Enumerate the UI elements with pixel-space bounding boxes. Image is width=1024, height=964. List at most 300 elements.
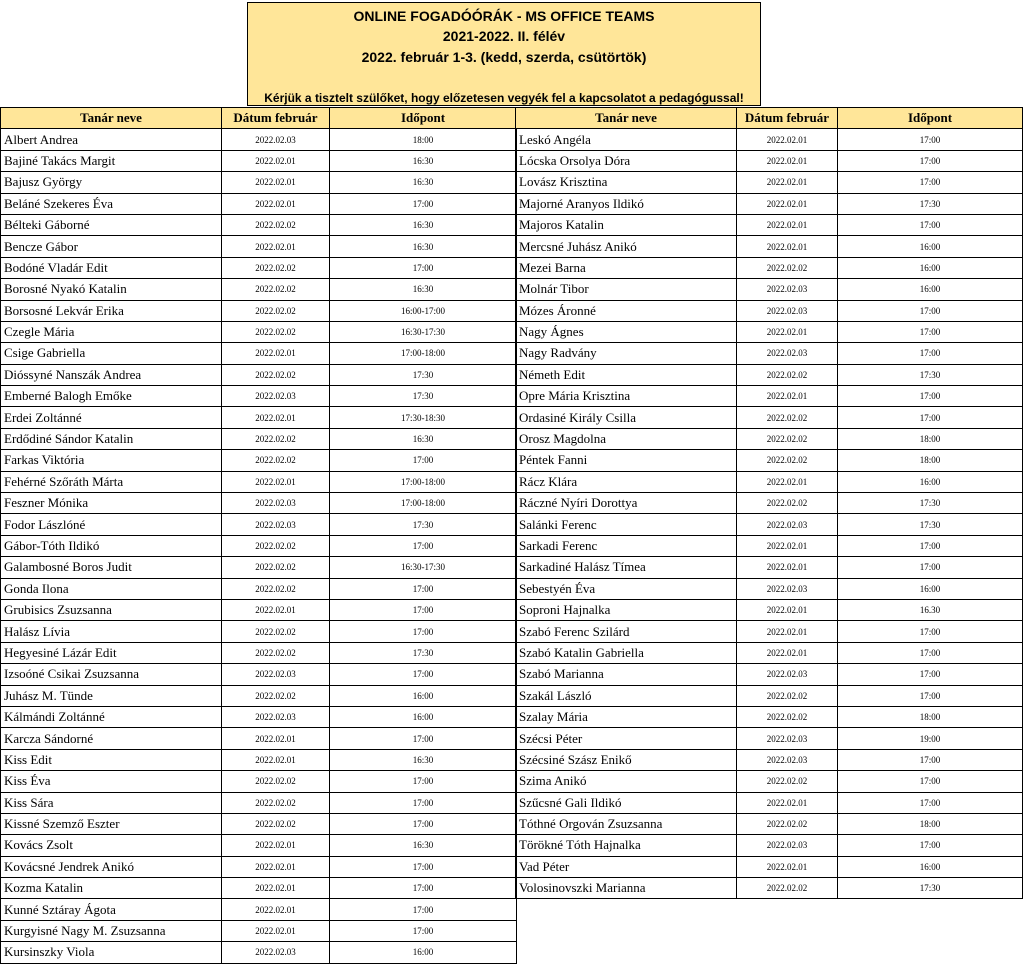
time-cell: 16:00	[838, 856, 1023, 877]
date-cell: 2022.02.02	[737, 771, 838, 792]
time-cell: 17:30	[330, 514, 517, 535]
date-cell: 2022.02.02	[222, 685, 330, 706]
time-cell: 17:00	[330, 450, 517, 471]
date-cell: 2022.02.02	[222, 642, 330, 663]
column-header-date: Dátum február	[222, 108, 330, 129]
table-row	[1, 535, 517, 556]
date-cell: 2022.02.01	[222, 728, 330, 749]
date-cell: 2022.02.02	[737, 878, 838, 899]
date-cell: 2022.02.02	[222, 578, 330, 599]
table-row	[1, 279, 517, 300]
table-row	[1, 664, 517, 685]
date-cell: 2022.02.02	[222, 557, 330, 578]
date-cell: 2022.02.02	[222, 257, 330, 278]
teacher-name-cell: Galambosné Boros Judit	[1, 557, 222, 578]
time-cell: 17:00	[330, 193, 517, 214]
time-cell: 17:00	[330, 578, 517, 599]
time-cell: 17:00	[838, 835, 1023, 856]
time-cell: 17:00	[330, 621, 517, 642]
table-row	[1, 257, 517, 278]
date-cell: 2022.02.03	[222, 386, 330, 407]
time-cell: 17:00	[838, 129, 1023, 150]
header-box	[247, 2, 761, 106]
table-row	[516, 557, 1023, 578]
teacher-name-cell: Fehérné Szőráth Márta	[1, 471, 222, 492]
time-cell: 16:00	[330, 685, 517, 706]
time-cell: 18:00	[838, 428, 1023, 449]
date-cell: 2022.02.01	[222, 749, 330, 770]
date-cell: 2022.02.02	[222, 214, 330, 235]
time-cell: 17:00	[330, 599, 517, 620]
time-cell: 17:00	[838, 321, 1023, 342]
teacher-name-cell: Szabó Katalin Gabriella	[516, 642, 737, 663]
time-cell: 17:00	[838, 664, 1023, 685]
table-row	[516, 856, 1023, 877]
table-row	[516, 771, 1023, 792]
teacher-name-cell: Farkas Viktória	[1, 450, 222, 471]
time-cell: 17:00	[838, 642, 1023, 663]
date-cell: 2022.02.03	[737, 279, 838, 300]
table-header-row	[1, 108, 517, 129]
time-cell: 19:00	[838, 728, 1023, 749]
teacher-name-cell: Opre Mária Krisztina	[516, 386, 737, 407]
table-row	[516, 578, 1023, 599]
time-cell: 17:30	[838, 493, 1023, 514]
table-row	[516, 535, 1023, 556]
time-cell: 16:30	[330, 214, 517, 235]
table-row	[516, 621, 1023, 642]
date-cell: 2022.02.01	[737, 471, 838, 492]
date-cell: 2022.02.01	[737, 792, 838, 813]
table-row	[516, 407, 1023, 428]
table-row	[1, 300, 517, 321]
time-cell: 17:00-18:00	[330, 493, 517, 514]
teacher-name-cell: Kursinszky Viola	[1, 942, 222, 963]
date-cell: 2022.02.01	[737, 214, 838, 235]
date-cell: 2022.02.02	[737, 450, 838, 471]
table-row	[1, 771, 517, 792]
time-cell: 17:00	[330, 813, 517, 834]
teacher-name-cell: Halász Lívia	[1, 621, 222, 642]
table-row	[516, 514, 1023, 535]
table-row	[516, 129, 1023, 150]
teacher-name-cell: Juhász M. Tünde	[1, 685, 222, 706]
time-cell: 17:00	[838, 172, 1023, 193]
time-cell: 17:00	[838, 771, 1023, 792]
time-cell: 16:00	[838, 279, 1023, 300]
table-row	[1, 899, 517, 920]
table-row	[1, 172, 517, 193]
time-cell: 17:00	[330, 899, 517, 920]
time-cell: 17:00	[330, 728, 517, 749]
date-cell: 2022.02.01	[737, 535, 838, 556]
table-row	[1, 792, 517, 813]
teacher-name-cell: Szakál László	[516, 685, 737, 706]
table-row	[1, 856, 517, 877]
table-row	[516, 685, 1023, 706]
teacher-name-cell: Borosné Nyakó Katalin	[1, 279, 222, 300]
date-cell: 2022.02.03	[222, 942, 330, 963]
teacher-name-cell: Kurgyisné Nagy M. Zsuzsanna	[1, 920, 222, 941]
teacher-name-cell: Hegyesiné Lázár Edit	[1, 642, 222, 663]
time-cell: 17:00	[838, 557, 1023, 578]
teacher-name-cell: Sarkadiné Halász Tímea	[516, 557, 737, 578]
date-cell: 2022.02.03	[222, 514, 330, 535]
time-cell: 16:00	[330, 942, 517, 963]
date-cell: 2022.02.01	[737, 236, 838, 257]
teacher-name-cell: Bajiné Takács Margit	[1, 150, 222, 171]
date-cell: 2022.02.03	[737, 664, 838, 685]
teacher-name-cell: Bodóné Vladár Edit	[1, 257, 222, 278]
date-cell: 2022.02.02	[222, 450, 330, 471]
table-row	[516, 300, 1023, 321]
column-header-time: Időpont	[330, 108, 517, 129]
table-row	[516, 599, 1023, 620]
time-cell: 17:30	[330, 386, 517, 407]
table-row	[516, 257, 1023, 278]
time-cell: 17:30	[838, 514, 1023, 535]
table-row	[1, 749, 517, 770]
teacher-name-cell: Törökné Tóth Hajnalka	[516, 835, 737, 856]
table-row	[1, 386, 517, 407]
teacher-name-cell: Kissné Szemző Eszter	[1, 813, 222, 834]
table-row	[1, 321, 517, 342]
table-row	[1, 942, 517, 963]
table-row	[516, 835, 1023, 856]
column-header-date: Dátum február	[737, 108, 838, 129]
time-cell: 16:00	[838, 257, 1023, 278]
teacher-name-cell: Nagy Ágnes	[516, 321, 737, 342]
date-cell: 2022.02.01	[222, 856, 330, 877]
table-row	[1, 706, 517, 727]
time-cell: 17:00	[330, 664, 517, 685]
date-cell: 2022.02.01	[222, 899, 330, 920]
time-cell: 16:30	[330, 428, 517, 449]
date-cell: 2022.02.02	[222, 300, 330, 321]
date-cell: 2022.02.01	[222, 172, 330, 193]
table-row	[1, 599, 517, 620]
time-cell: 18:00	[838, 450, 1023, 471]
date-cell: 2022.02.02	[222, 535, 330, 556]
table-row	[1, 728, 517, 749]
teacher-name-cell: Szima Anikó	[516, 771, 737, 792]
time-cell: 16:00-17:00	[330, 300, 517, 321]
table-row	[1, 471, 517, 492]
teacher-name-cell: Gábor-Tóth Ildikó	[1, 535, 222, 556]
date-cell: 2022.02.01	[737, 599, 838, 620]
table-row	[516, 343, 1023, 364]
time-cell: 17:00	[330, 878, 517, 899]
table-row	[516, 172, 1023, 193]
table-row	[516, 214, 1023, 235]
table-row	[516, 193, 1023, 214]
time-cell: 17:00	[330, 920, 517, 941]
teacher-name-cell: Karcza Sándorné	[1, 728, 222, 749]
table-row	[1, 642, 517, 663]
teacher-name-cell: Czegle Mária	[1, 321, 222, 342]
time-cell: 17:30	[330, 364, 517, 385]
time-cell: 17:00	[330, 792, 517, 813]
teacher-name-cell: Beláné Szekeres Éva	[1, 193, 222, 214]
teacher-name-cell: Bencze Gábor	[1, 236, 222, 257]
table-row	[1, 407, 517, 428]
table-row	[516, 878, 1023, 899]
teacher-name-cell: Bélteki Gáborné	[1, 214, 222, 235]
date-cell: 2022.02.03	[737, 514, 838, 535]
table-row	[1, 236, 517, 257]
teacher-name-cell: Kovácsné Jendrek Anikó	[1, 856, 222, 877]
table-row	[1, 621, 517, 642]
time-cell: 17:00	[838, 685, 1023, 706]
date-cell: 2022.02.03	[737, 835, 838, 856]
time-cell: 16:30	[330, 150, 517, 171]
table-row	[1, 835, 517, 856]
teacher-name-cell: Albert Andrea	[1, 129, 222, 150]
semester-label: 2021-2022. II. félév	[442, 28, 566, 44]
table-row	[1, 514, 517, 535]
time-cell: 17:00	[838, 749, 1023, 770]
teacher-name-cell: Gonda Ilona	[1, 578, 222, 599]
teacher-name-cell: Szécsiné Szász Enikő	[516, 749, 737, 770]
date-cell: 2022.02.02	[737, 407, 838, 428]
teacher-name-cell: Kiss Edit	[1, 749, 222, 770]
date-cell: 2022.02.01	[222, 471, 330, 492]
date-cell: 2022.02.02	[737, 428, 838, 449]
time-cell: 16:30-17:30	[330, 321, 517, 342]
table-row	[516, 364, 1023, 385]
teacher-name-cell: Kozma Katalin	[1, 878, 222, 899]
table-row	[1, 557, 517, 578]
table-row	[1, 878, 517, 899]
teacher-name-cell: Mercsné Juhász Anikó	[516, 236, 737, 257]
date-cell: 2022.02.02	[737, 257, 838, 278]
date-cell: 2022.02.03	[222, 129, 330, 150]
table-row	[516, 664, 1023, 685]
teacher-name-cell: Nagy Radvány	[516, 343, 737, 364]
teacher-name-cell: Feszner Mónika	[1, 493, 222, 514]
column-header-name: Tanár neve	[516, 108, 737, 129]
date-cell: 2022.02.02	[222, 771, 330, 792]
time-cell: 17:30	[838, 878, 1023, 899]
date-cell: 2022.02.01	[222, 835, 330, 856]
teacher-name-cell: Ordasiné Király Csilla	[516, 407, 737, 428]
date-cell: 2022.02.02	[737, 813, 838, 834]
date-cell: 2022.02.01	[737, 642, 838, 663]
table-row	[516, 792, 1023, 813]
table-row	[1, 214, 517, 235]
teacher-name-cell: Emberné Balogh Emőke	[1, 386, 222, 407]
time-cell: 16:30	[330, 835, 517, 856]
date-cell: 2022.02.02	[222, 321, 330, 342]
table-row	[516, 642, 1023, 663]
teacher-name-cell: Mózes Áronné	[516, 300, 737, 321]
teacher-name-cell: Ráczné Nyíri Dorottya	[516, 493, 737, 514]
date-cell: 2022.02.01	[737, 557, 838, 578]
table-row	[516, 321, 1023, 342]
time-cell: 16:30	[330, 172, 517, 193]
time-cell: 17:00	[838, 214, 1023, 235]
teacher-name-cell: Sebestyén Éva	[516, 578, 737, 599]
time-cell: 17:00	[838, 343, 1023, 364]
date-cell: 2022.02.02	[222, 428, 330, 449]
teacher-name-cell: Kunné Sztáray Ágota	[1, 899, 222, 920]
date-cell: 2022.02.01	[737, 193, 838, 214]
date-cell: 2022.02.02	[737, 685, 838, 706]
teacher-name-cell: Fodor Lászlóné	[1, 514, 222, 535]
teacher-name-cell: Csige Gabriella	[1, 343, 222, 364]
teacher-name-cell: Németh Edit	[516, 364, 737, 385]
table-row	[1, 578, 517, 599]
teacher-name-cell: Tóthné Orgován Zsuzsanna	[516, 813, 737, 834]
date-cell: 2022.02.01	[222, 599, 330, 620]
table-row	[1, 428, 517, 449]
table-row	[516, 150, 1023, 171]
table-row	[516, 450, 1023, 471]
time-cell: 17:00	[838, 792, 1023, 813]
teacher-name-cell: Lovász Krisztina	[516, 172, 737, 193]
table-row	[1, 364, 517, 385]
teacher-name-cell: Mezei Barna	[516, 257, 737, 278]
teacher-name-cell: Vad Péter	[516, 856, 737, 877]
table-row	[1, 150, 517, 171]
teacher-name-cell: Izsoóné Csikai Zsuzsanna	[1, 664, 222, 685]
teacher-name-cell: Grubisics Zsuzsanna	[1, 599, 222, 620]
teacher-name-cell: Majorné Aranyos Ildikó	[516, 193, 737, 214]
teacher-name-cell: Volosinovszki Marianna	[516, 878, 737, 899]
time-cell: 17:00	[838, 535, 1023, 556]
time-cell: 17:00	[330, 856, 517, 877]
time-cell: 16:00	[838, 471, 1023, 492]
table-row	[1, 493, 517, 514]
teacher-name-cell: Molnár Tibor	[516, 279, 737, 300]
table-row	[1, 129, 517, 150]
teacher-name-cell: Szécsi Péter	[516, 728, 737, 749]
teacher-name-cell: Bajusz György	[1, 172, 222, 193]
time-cell: 17:30	[838, 193, 1023, 214]
table-row	[516, 386, 1023, 407]
date-cell: 2022.02.03	[222, 664, 330, 685]
date-cell: 2022.02.01	[222, 343, 330, 364]
time-cell: 17:00-18:00	[330, 343, 517, 364]
teacher-name-cell: Borsosné Lekvár Erika	[1, 300, 222, 321]
date-cell: 2022.02.02	[737, 364, 838, 385]
teacher-name-cell: Szűcsné Gali Ildikó	[516, 792, 737, 813]
teacher-name-cell: Majoros Katalin	[516, 214, 737, 235]
date-cell: 2022.02.01	[737, 172, 838, 193]
table-header-row	[516, 108, 1023, 129]
time-cell: 17:00	[330, 257, 517, 278]
table-row	[516, 493, 1023, 514]
date-cell: 2022.02.02	[222, 813, 330, 834]
time-cell: 16.30	[838, 599, 1023, 620]
teacher-name-cell: Kiss Éva	[1, 771, 222, 792]
teacher-name-cell: Szabó Ferenc Szilárd	[516, 621, 737, 642]
table-row	[516, 749, 1023, 770]
date-cell: 2022.02.01	[737, 621, 838, 642]
table-row	[1, 813, 517, 834]
time-cell: 16:30	[330, 279, 517, 300]
date-cell: 2022.02.01	[222, 150, 330, 171]
teacher-name-cell: Leskó Angéla	[516, 129, 737, 150]
teacher-name-cell: Rácz Klára	[516, 471, 737, 492]
table-row	[516, 706, 1023, 727]
teacher-name-cell: Erdei Zoltánné	[1, 407, 222, 428]
date-cell: 2022.02.02	[737, 493, 838, 514]
time-cell: 17:00	[838, 407, 1023, 428]
time-cell: 17:00	[838, 386, 1023, 407]
column-header-name: Tanár neve	[1, 108, 222, 129]
date-cell: 2022.02.03	[737, 343, 838, 364]
table-row	[516, 471, 1023, 492]
date-cell: 2022.02.01	[737, 386, 838, 407]
date-cell: 2022.02.03	[222, 493, 330, 514]
teacher-name-cell: Kovács Zsolt	[1, 835, 222, 856]
time-cell: 16:30-17:30	[330, 557, 517, 578]
teacher-name-cell: Szabó Marianna	[516, 664, 737, 685]
time-cell: 17:00-18:00	[330, 471, 517, 492]
date-cell: 2022.02.03	[737, 578, 838, 599]
teacher-name-cell: Orosz Magdolna	[516, 428, 737, 449]
teacher-name-cell: Soproni Hajnalka	[516, 599, 737, 620]
date-cell: 2022.02.02	[222, 792, 330, 813]
teacher-name-cell: Erdődiné Sándor Katalin	[1, 428, 222, 449]
date-cell: 2022.02.01	[737, 150, 838, 171]
date-cell: 2022.02.02	[737, 706, 838, 727]
time-cell: 17:00	[838, 150, 1023, 171]
table-row	[1, 193, 517, 214]
date-cell: 2022.02.03	[737, 300, 838, 321]
right-schedule-table	[515, 107, 1023, 899]
date-cell: 2022.02.03	[737, 728, 838, 749]
table-row	[516, 279, 1023, 300]
time-cell: 16:00	[838, 236, 1023, 257]
table-row	[1, 343, 517, 364]
time-cell: 16:30	[330, 749, 517, 770]
date-cell: 2022.02.03	[737, 749, 838, 770]
date-cell: 2022.02.01	[222, 236, 330, 257]
teacher-name-cell: Salánki Ferenc	[516, 514, 737, 535]
teacher-name-cell: Péntek Fanni	[516, 450, 737, 471]
date-cell: 2022.02.01	[737, 856, 838, 877]
parent-notice: Kérjük a tisztelt szülőket, hogy előzetesen vegyék fel a kapcsolatot a pedagógussal!	[264, 91, 744, 105]
time-cell: 18:00	[330, 129, 517, 150]
teacher-name-cell: Kálmándi Zoltánné	[1, 706, 222, 727]
teacher-name-cell: Szalay Mária	[516, 706, 737, 727]
table-row	[516, 813, 1023, 834]
table-row	[1, 920, 517, 941]
time-cell: 17:30	[330, 642, 517, 663]
table-row	[516, 728, 1023, 749]
time-cell: 17:00	[838, 621, 1023, 642]
date-cell: 2022.02.01	[222, 878, 330, 899]
date-cell: 2022.02.02	[222, 621, 330, 642]
table-row	[516, 236, 1023, 257]
left-schedule-table	[0, 107, 517, 964]
date-cell: 2022.02.01	[737, 321, 838, 342]
date-cell: 2022.02.01	[222, 407, 330, 428]
table-row	[1, 450, 517, 471]
time-cell: 18:00	[838, 706, 1023, 727]
column-header-time: Időpont	[838, 108, 1023, 129]
time-cell: 17:00	[330, 535, 517, 556]
date-cell: 2022.02.02	[222, 279, 330, 300]
time-cell: 18:00	[838, 813, 1023, 834]
time-cell: 17:30-18:30	[330, 407, 517, 428]
page-title: ONLINE FOGADÓÓRÁK - MS OFFICE TEAMS	[353, 8, 655, 24]
table-row	[1, 685, 517, 706]
time-cell: 16:30	[330, 236, 517, 257]
date-cell: 2022.02.03	[222, 706, 330, 727]
